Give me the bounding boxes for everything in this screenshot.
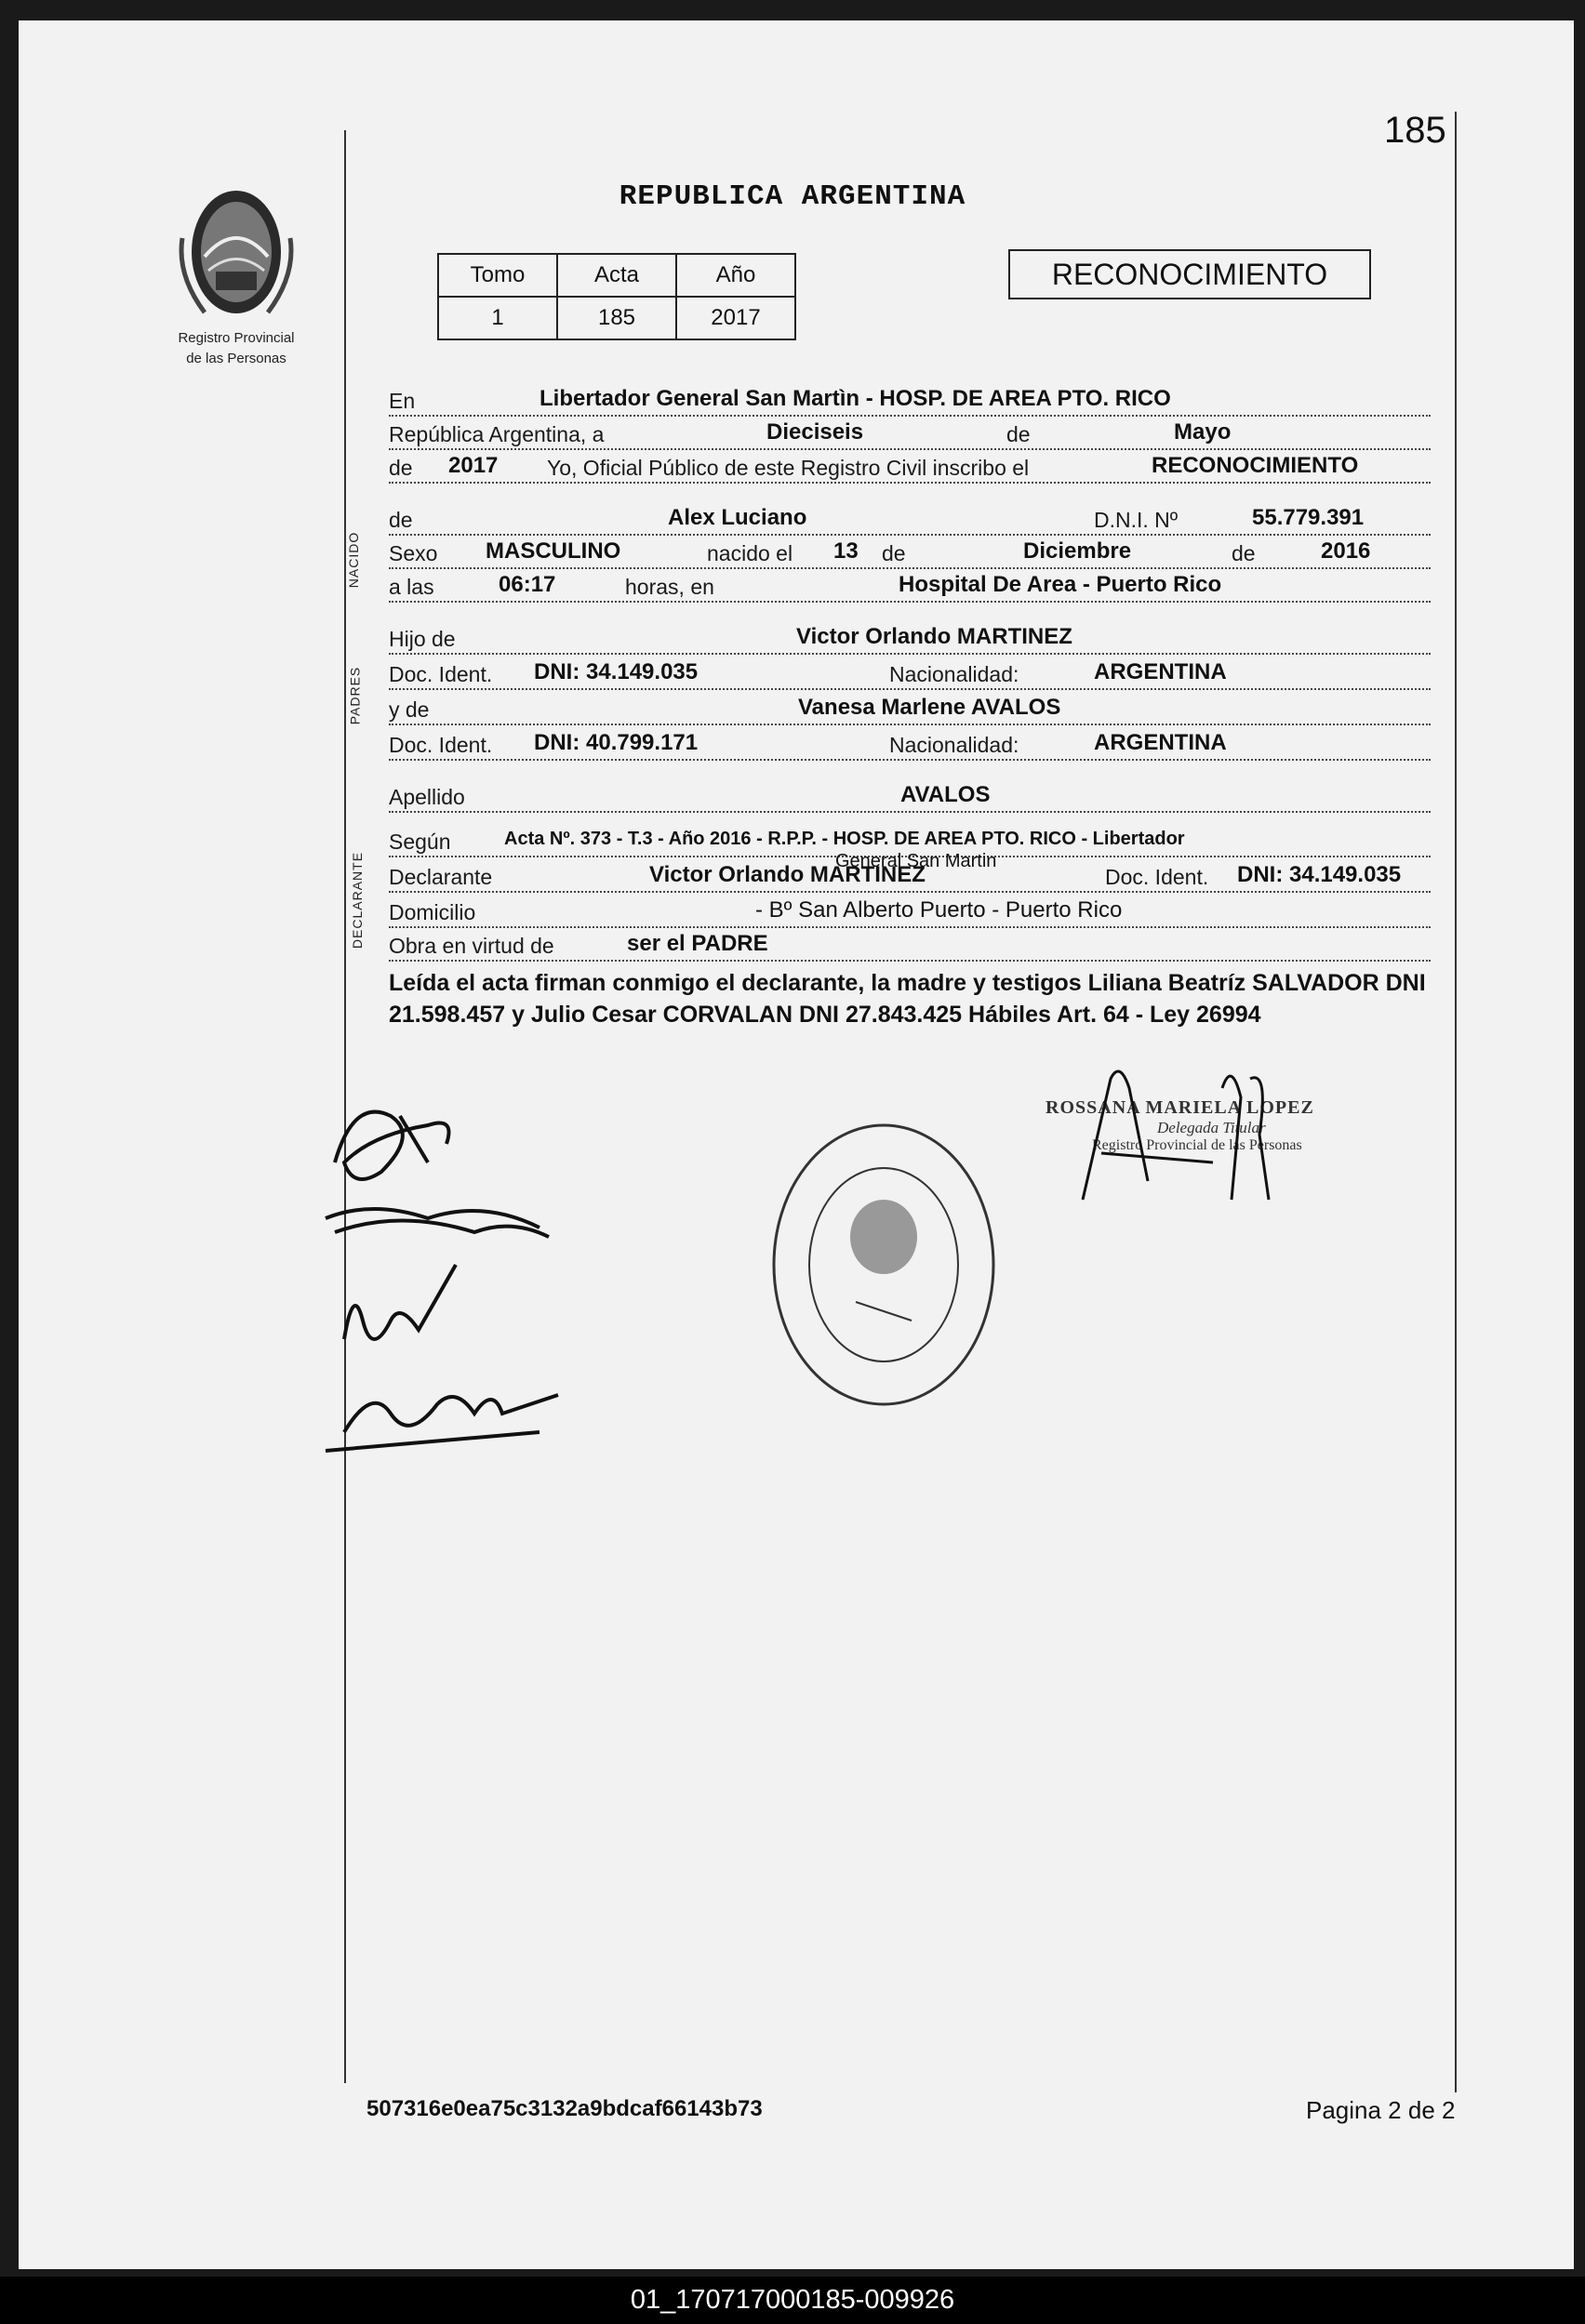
closing-text: Leída el acta firman conmigo el declarante, la madre y testigos Liliana Beatríz SALVADOR DNI 21.598.457 y Julio Cesar CORVALAN DNI 27.843.425 Hábiles Art. 64 - Ley 26994 <box>389 970 1426 1028</box>
label-nac-padre: Nacionalidad: <box>889 662 1019 686</box>
witness-signatures <box>316 1079 595 1488</box>
right-margin-line <box>1455 112 1457 2092</box>
row-apellido <box>389 779 1431 813</box>
value-sexo: MASCULINO <box>486 538 621 564</box>
registry-logo <box>167 182 305 367</box>
value-segun-cont: General San Martin <box>835 851 997 871</box>
row-obra <box>389 928 1431 962</box>
section-label-declarante: DECLARANTE <box>350 851 366 950</box>
official-signature <box>1046 1060 1380 1228</box>
label-nac-madre: Nacionalidad: <box>889 733 1019 757</box>
province-seal-icon <box>167 182 305 322</box>
label-nacido-el: nacido el <box>707 541 793 565</box>
value-madre: Vanesa Marlene AVALOS <box>798 695 1061 720</box>
logo-caption-line1: Registro Provincial <box>178 330 295 346</box>
value-madre-nac: ARGENTINA <box>1094 730 1227 755</box>
value-dni: 55.779.391 <box>1252 505 1365 530</box>
row-madre <box>389 692 1431 725</box>
official-signature-block <box>1046 1097 1380 1154</box>
value-padre-nac: ARGENTINA <box>1094 659 1227 684</box>
label-de-anio-nac: de <box>1232 541 1256 565</box>
value-declarante-doc: DNI: 34.149.035 <box>1237 862 1402 887</box>
label-republica: República Argentina, a <box>389 422 605 446</box>
value-anio: 2017 <box>676 297 795 339</box>
label-inscribo: Yo, Oficial Público de este Registro Civil inscribo el <box>547 456 1030 480</box>
label-de: de <box>1006 422 1031 446</box>
value-lugar: Hospital De Area - Puerto Rico <box>899 572 1222 597</box>
header-acta: Acta <box>557 254 676 297</box>
row-domicilio <box>389 895 1431 928</box>
page-indicator: Pagina 2 de 2 <box>1306 2096 1456 2124</box>
row-hora <box>389 569 1431 603</box>
value-apellido: AVALOS <box>900 782 991 807</box>
row-padre-doc <box>389 657 1431 690</box>
row-nombre <box>389 502 1431 536</box>
official-office: Registro Provincial de las Personas <box>1092 1137 1302 1153</box>
official-name: ROSSANA MARIELA LOPEZ <box>1046 1097 1314 1118</box>
file-caption: 01_170717000185-009926 <box>0 2277 1585 2324</box>
label-dni: D.N.I. Nº <box>1094 508 1179 532</box>
value-padre: Victor Orlando MARTINEZ <box>796 624 1072 649</box>
document-title: REPUBLICA ARGENTINA <box>619 180 966 213</box>
register-table <box>437 253 796 340</box>
label-sexo: Sexo <box>389 541 438 565</box>
value-nacido-mes: Diciembre <box>1023 538 1132 564</box>
label-doc-madre: Doc. Ident. <box>389 733 493 757</box>
label-hijo-de: Hijo de <box>389 627 456 651</box>
document-hash: 507316e0ea75c3132a9bdcaf66143b73 <box>366 2096 763 2121</box>
page-number: 185 <box>1384 110 1446 151</box>
value-nacido-anio: 2016 <box>1321 538 1371 564</box>
label-doc-padre: Doc. Ident. <box>389 662 493 686</box>
value-acta: 185 <box>557 297 676 339</box>
label-apellido: Apellido <box>389 785 465 809</box>
row-inscribo <box>389 450 1431 484</box>
value-mes: Mayo <box>1174 419 1232 445</box>
value-tomo: 1 <box>438 297 557 339</box>
row-padre <box>389 621 1431 655</box>
section-label-padres: PADRES <box>347 666 363 725</box>
value-obra: ser el PADRE <box>627 931 768 956</box>
value-nombre: Alex Luciano <box>668 505 807 530</box>
label-declarante: Declarante <box>389 865 493 889</box>
value-segun: Acta Nº. 373 - T.3 - Año 2016 - R.P.P. - HOSP. DE AREA PTO. RICO - Libertador <box>504 829 1185 849</box>
label-y-de: y de <box>389 697 430 722</box>
value-declarante: Victor Orlando MARTINEZ <box>649 862 926 887</box>
label-segun: Según <box>389 830 451 854</box>
label-a-las: a las <box>389 575 434 599</box>
label-en: En <box>389 389 416 413</box>
section-label-nacido: NACIDO <box>346 531 362 589</box>
official-role: Delegada Titular <box>1157 1119 1266 1136</box>
value-inscribo: RECONOCIMIENTO <box>1152 453 1359 478</box>
label-horas-en: horas, en <box>625 575 714 599</box>
value-dia: Dieciseis <box>766 419 864 445</box>
row-en <box>389 383 1431 417</box>
value-anio-acta: 2017 <box>448 453 499 478</box>
label-doc-declarante: Doc. Ident. <box>1105 865 1209 889</box>
official-stamp-icon <box>763 1116 1005 1414</box>
logo-caption-line2: de las Personas <box>186 351 286 366</box>
row-madre-doc <box>389 727 1431 761</box>
value-padre-doc: DNI: 34.149.035 <box>534 659 699 684</box>
value-madre-doc: DNI: 40.799.171 <box>534 730 699 755</box>
value-hora: 06:17 <box>499 572 556 597</box>
row-republica <box>389 417 1431 450</box>
value-nacido-dia: 13 <box>833 538 859 564</box>
label-domicilio: Domicilio <box>389 900 476 924</box>
header-tomo: Tomo <box>438 254 557 297</box>
label-de-nombre: de <box>389 508 413 532</box>
value-domicilio: - Bº San Alberto Puerto - Puerto Rico <box>755 897 1123 923</box>
header-anio: Año <box>676 254 795 297</box>
label-de-mes: de <box>882 541 906 565</box>
record-type-box: RECONOCIMIENTO <box>1008 249 1371 299</box>
label-obra: Obra en virtud de <box>389 934 554 958</box>
row-sexo <box>389 536 1431 569</box>
row-declarante <box>389 851 1431 893</box>
label-de-anio: de <box>389 456 413 480</box>
value-en: Libertador General San Martìn - HOSP. DE AREA PTO. RICO <box>539 386 1171 411</box>
